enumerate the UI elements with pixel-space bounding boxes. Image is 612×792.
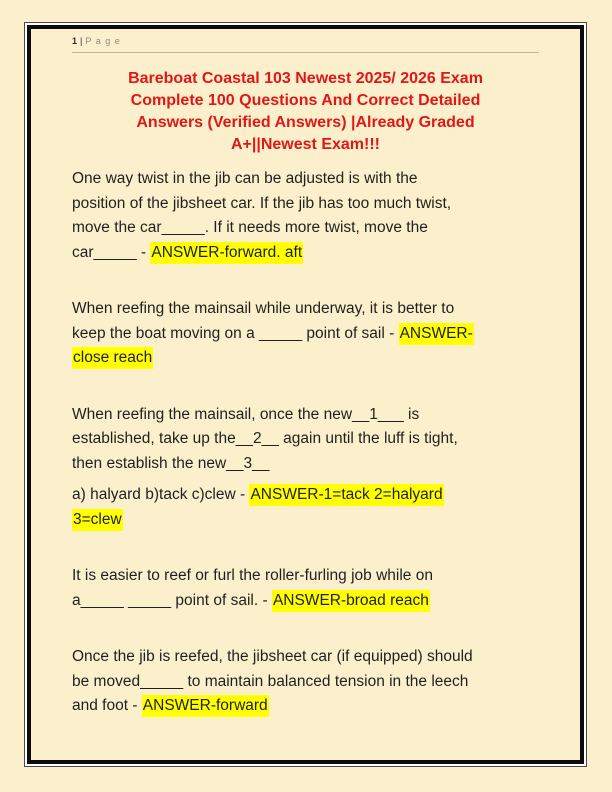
text-segment: a) halyard b)tack c)clew - xyxy=(72,486,250,503)
text-segment: a_____ _____ point of sail. - xyxy=(72,591,272,609)
question-block xyxy=(72,403,539,533)
title-line: Complete 100 Questions And Correct Detailed xyxy=(130,92,481,109)
paragraph xyxy=(72,564,539,613)
text-segment: keep the boat moving on a _____ point of sail - xyxy=(72,324,399,342)
header-separator: | xyxy=(80,36,83,46)
text-line xyxy=(72,167,539,192)
paragraph xyxy=(72,297,539,371)
question-block xyxy=(72,297,539,371)
title-line: Answers (Verified Answers) |Already Graded xyxy=(136,114,475,131)
question-block xyxy=(72,645,539,719)
text-segment: One way twist in the jib can be adjusted is with the xyxy=(72,170,418,187)
text-segment: be moved_____ to maintain balanced tension in the leech xyxy=(72,672,469,690)
highlighted-answer: close reach xyxy=(72,347,153,369)
text-segment: It is easier to reef or furl the roller-furling job while on xyxy=(72,567,433,584)
text-segment: and foot - xyxy=(72,697,142,714)
paragraph xyxy=(72,645,539,719)
text-line xyxy=(72,564,539,589)
text-segment: car_____ - xyxy=(72,243,151,261)
text-segment: Once the jib is reefed, the jibsheet car (if equipped) should xyxy=(72,648,473,665)
question-block xyxy=(72,167,539,265)
text-line xyxy=(72,427,539,452)
text-line xyxy=(72,694,539,719)
text-line xyxy=(72,483,539,508)
text-segment: position of the jibsheet car. If the jib has too much twist, xyxy=(72,194,452,212)
text-line xyxy=(72,216,539,241)
paragraph xyxy=(72,483,539,532)
text-line xyxy=(72,452,539,477)
title-line: Bareboat Coastal 103 Newest 2025/ 2026 Exam xyxy=(128,70,483,87)
highlighted-answer: ANSWER-forward xyxy=(142,695,269,717)
page-header xyxy=(72,36,539,53)
text-segment: then establish the new__3__ xyxy=(72,454,270,472)
page-number: 1 xyxy=(72,36,78,46)
text-segment: When reefing the mainsail while underway, it is better to xyxy=(72,300,455,317)
text-line xyxy=(72,670,539,695)
text-line xyxy=(72,403,539,428)
text-line xyxy=(72,346,539,371)
page-border-outer xyxy=(24,22,587,767)
paragraph xyxy=(72,403,539,477)
page-title xyxy=(72,68,539,156)
paragraph xyxy=(72,167,539,265)
highlighted-answer: ANSWER-forward. aft xyxy=(150,242,303,264)
text-segment: established, take up the__2__ again until the luff is tight, xyxy=(72,430,458,447)
text-line xyxy=(72,508,539,533)
highlighted-answer: ANSWER-1=tack 2=halyard xyxy=(249,484,443,506)
question-block xyxy=(72,564,539,613)
questions xyxy=(72,167,539,719)
text-segment: move the car_____. If it needs more twist, move the xyxy=(72,219,428,236)
text-line xyxy=(72,241,539,266)
text-line xyxy=(72,297,539,322)
text-line xyxy=(72,589,539,614)
title-line: A+||Newest Exam!!! xyxy=(231,136,380,153)
text-line xyxy=(72,322,539,347)
text-line xyxy=(72,192,539,217)
text-line xyxy=(72,645,539,670)
text-segment: When reefing the mainsail, once the new__1___ is xyxy=(72,405,420,423)
highlighted-answer: ANSWER- xyxy=(399,323,474,345)
highlighted-answer: ANSWER-broad reach xyxy=(272,590,430,612)
highlighted-answer: 3=clew xyxy=(72,509,123,531)
header-page-word: P a g e xyxy=(85,36,121,46)
document-page xyxy=(27,25,584,764)
